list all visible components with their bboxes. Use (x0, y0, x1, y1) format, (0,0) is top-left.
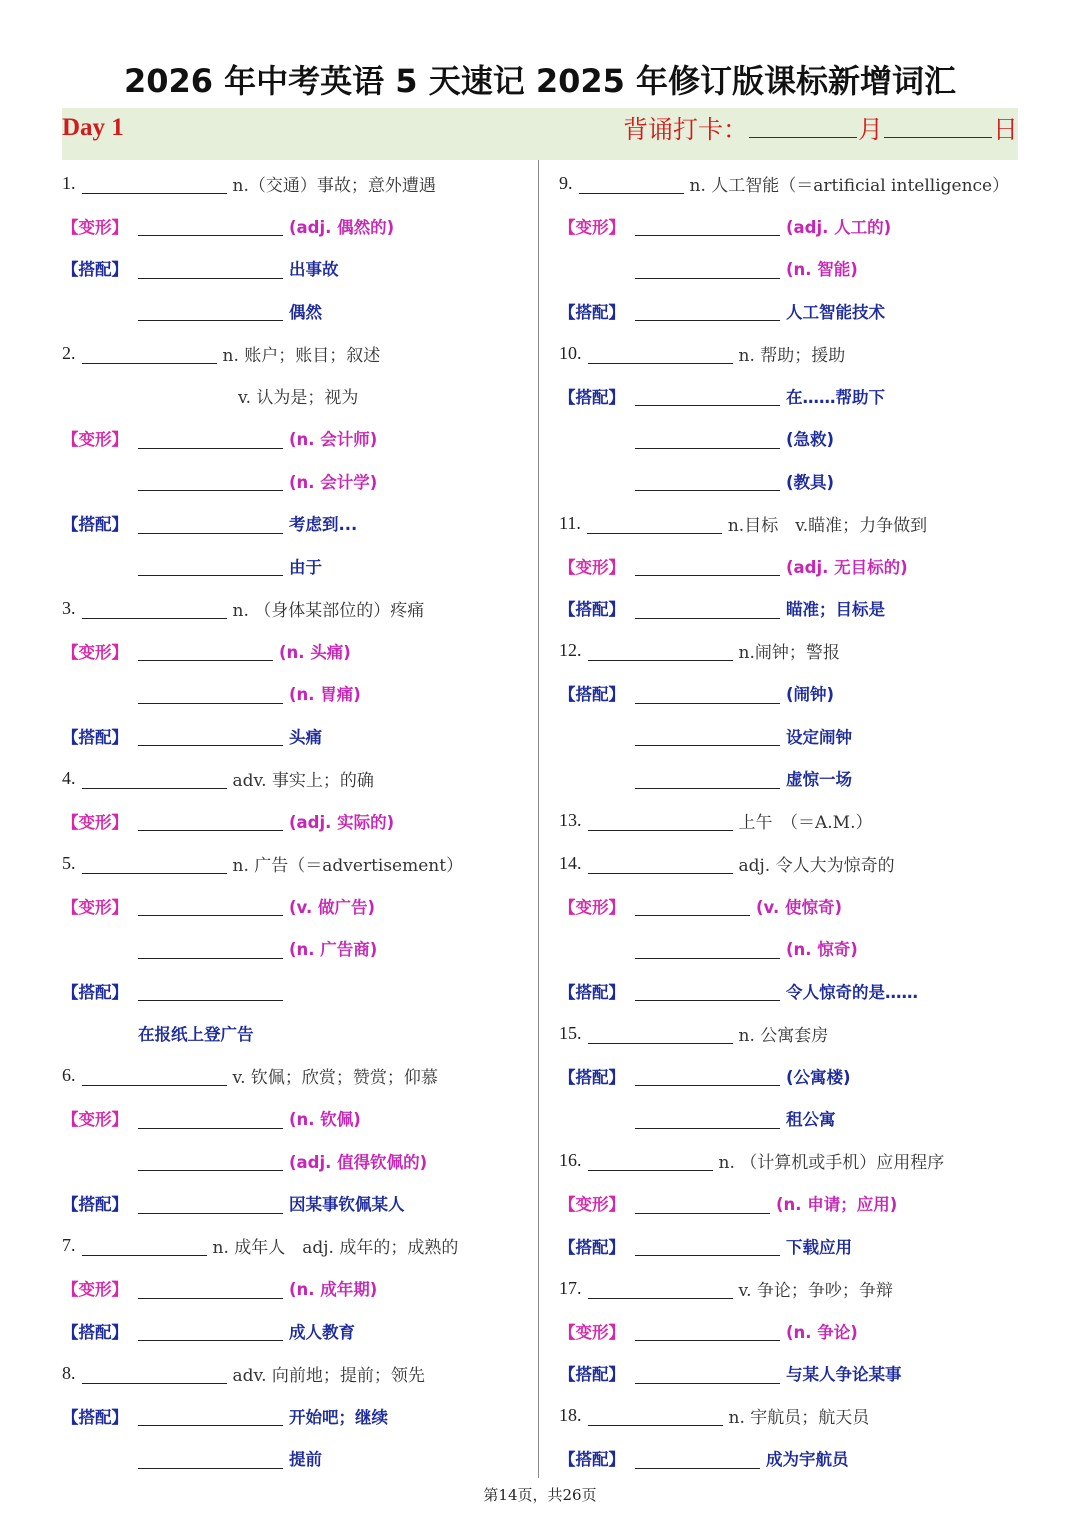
collocation-tag: 【搭配】 (559, 1365, 625, 1385)
collocation-tag: 【搭配】 (62, 260, 128, 280)
entry-detail-row (62, 460, 532, 503)
answer-blank[interactable] (635, 1363, 780, 1384)
entry-number: 18. (559, 1405, 582, 1426)
entry-detail-row (62, 375, 532, 418)
answer-blank[interactable] (635, 428, 780, 449)
word-entry-row (62, 332, 532, 375)
word-meaning: v. 认为是；视为 (238, 388, 359, 409)
answer-blank[interactable] (588, 343, 733, 364)
variant-answer: (n. 会计师) (289, 430, 378, 450)
answer-blank[interactable] (579, 173, 684, 194)
variant-tag: 【变形】 (62, 1110, 128, 1130)
entry-detail-row (559, 247, 1019, 290)
collocation-answer: 提前 (289, 1450, 322, 1470)
collocation-answer: 考虑到... (289, 515, 358, 535)
word-meaning: n. 帮助；援助 (738, 345, 846, 366)
entry-number: 3. (62, 597, 76, 618)
collocation-answer: 成为宇航员 (766, 1450, 849, 1470)
variant-answer: (adj. 无目标的) (786, 557, 908, 577)
entry-number: 6. (62, 1065, 76, 1086)
entry-detail-row (62, 1437, 532, 1480)
answer-blank[interactable] (138, 1320, 283, 1341)
answer-blank[interactable] (635, 768, 780, 789)
entry-detail-row (62, 247, 532, 290)
entry-detail-row (62, 1395, 532, 1438)
entry-detail-row (62, 1182, 532, 1225)
entry-number: 12. (559, 640, 582, 661)
variant-answer: (n. 惊奇) (786, 940, 858, 960)
answer-blank[interactable] (138, 938, 283, 959)
collocation-answer: 租公寓 (786, 1110, 836, 1130)
answer-blank[interactable] (138, 640, 273, 661)
checkin-label: 背诵打卡： (622, 115, 748, 144)
answer-blank[interactable] (635, 683, 780, 704)
right-column (559, 162, 1019, 1480)
collocation-tag: 【搭配】 (559, 1067, 625, 1087)
entry-detail-row (62, 800, 532, 843)
answer-blank[interactable] (82, 853, 227, 874)
word-entry-row (559, 842, 1019, 885)
collocation-answer: 头痛 (289, 727, 322, 747)
word-entry-row (62, 587, 532, 630)
collocation-tag: 【搭配】 (62, 1407, 128, 1427)
word-entry-row (559, 162, 1019, 205)
answer-blank[interactable] (635, 470, 780, 491)
entry-detail-row (62, 885, 532, 928)
entry-detail-row (62, 715, 532, 758)
variant-answer: (n. 争论) (786, 1322, 858, 1342)
variant-answer: (n. 智能) (786, 260, 858, 280)
entry-detail-row (559, 1055, 1019, 1098)
entry-detail-row (559, 885, 1019, 928)
entry-detail-row (559, 545, 1019, 588)
day-header-band (62, 108, 1018, 160)
variant-answer: (n. 申请；应用) (776, 1195, 898, 1215)
entry-detail-row (62, 672, 532, 715)
collocation-tag: 【搭配】 (559, 600, 625, 620)
collocation-tag: 【搭配】 (62, 727, 128, 747)
word-entry-row (62, 1352, 532, 1395)
answer-blank[interactable] (138, 1108, 283, 1129)
answer-blank[interactable] (588, 853, 733, 874)
entry-detail-row (559, 1352, 1019, 1395)
answer-blank[interactable] (138, 513, 283, 534)
collocation-answer: 由于 (289, 557, 322, 577)
collocation-answer: 因某事钦佩某人 (289, 1195, 405, 1215)
entry-detail-row (559, 970, 1019, 1013)
answer-blank[interactable] (138, 1405, 283, 1426)
entry-detail-row (559, 672, 1019, 715)
entry-number: 7. (62, 1235, 76, 1256)
answer-blank[interactable] (138, 470, 283, 491)
word-entry-row (62, 842, 532, 885)
variant-tag: 【变形】 (62, 430, 128, 450)
collocation-answer: 成人教育 (289, 1322, 355, 1342)
entry-detail-row (559, 1182, 1019, 1225)
word-meaning: v. 钦佩；欣赏；赞赏；仰慕 (232, 1068, 438, 1089)
collocation-tag: 【搭配】 (62, 515, 128, 535)
entry-number: 1. (62, 172, 76, 193)
page-footer: 第14页，共26页 (483, 1486, 597, 1504)
collocation-answer: 下载应用 (786, 1237, 852, 1257)
month-label: 月 (857, 115, 883, 144)
variant-tag: 【变形】 (62, 1280, 128, 1300)
variant-tag: 【变形】 (62, 217, 128, 237)
entry-number: 17. (559, 1277, 582, 1298)
variant-tag: 【变形】 (559, 557, 625, 577)
entry-detail-row (62, 205, 532, 248)
entry-detail-row (559, 587, 1019, 630)
word-meaning: n.（交通）事故；意外遭遇 (232, 175, 436, 196)
word-meaning: n.目标 v.瞄准；力争做到 (727, 515, 928, 536)
word-entry-row (559, 1395, 1019, 1438)
entry-detail-row (559, 375, 1019, 418)
entry-number: 15. (559, 1022, 582, 1043)
day-unit-label: 日 (992, 115, 1018, 144)
variant-answer: (n. 胃痛) (289, 685, 361, 705)
collocation-answer: (闹钟) (786, 685, 835, 705)
variant-answer: (n. 会计学) (289, 472, 378, 492)
answer-blank[interactable] (138, 215, 283, 236)
collocation-tag: 【搭配】 (559, 1450, 625, 1470)
entry-detail-row (559, 1225, 1019, 1268)
entry-detail-row (62, 1097, 532, 1140)
word-entry-row (559, 332, 1019, 375)
variant-tag: 【变形】 (62, 642, 128, 662)
day-blank[interactable] (884, 113, 992, 138)
variant-tag: 【变形】 (559, 897, 625, 917)
entry-detail-row (62, 927, 532, 970)
collocation-answer: 与某人争论某事 (786, 1365, 902, 1385)
answer-blank[interactable] (635, 725, 780, 746)
word-meaning: n. 广告（＝advertisement） (232, 855, 464, 876)
word-meaning: n.闹钟；警报 (738, 643, 840, 664)
answer-blank[interactable] (635, 555, 780, 576)
answer-blank[interactable] (138, 1278, 283, 1299)
answer-blank[interactable] (82, 1363, 227, 1384)
entry-detail-row (559, 757, 1019, 800)
answer-blank[interactable] (635, 215, 780, 236)
variant-tag: 【变形】 (559, 1322, 625, 1342)
word-meaning: n. 公寓套房 (738, 1025, 829, 1046)
collocation-tag: 【搭配】 (559, 302, 625, 322)
entry-number: 14. (559, 852, 582, 873)
answer-blank[interactable] (82, 598, 227, 619)
collocation-answer: 设定闹钟 (786, 727, 852, 747)
variant-tag: 【变形】 (559, 1195, 625, 1215)
answer-blank[interactable] (635, 1235, 780, 1256)
variant-tag: 【变形】 (62, 812, 128, 832)
collocation-answer: (教具) (786, 472, 835, 492)
answer-blank[interactable] (635, 1065, 780, 1086)
entry-detail-row (62, 290, 532, 333)
variant-answer: (adj. 人工的) (786, 217, 892, 237)
word-entry-row (62, 162, 532, 205)
answer-blank[interactable] (635, 938, 780, 959)
answer-blank[interactable] (82, 1065, 227, 1086)
entry-detail-row (559, 927, 1019, 970)
collocation-answer: 人工智能技术 (786, 302, 885, 322)
word-entry-row (559, 1267, 1019, 1310)
variant-answer: (n. 广告商) (289, 940, 378, 960)
collocation-answer: 在报纸上登广告 (138, 1025, 254, 1045)
answer-blank[interactable] (138, 1150, 283, 1171)
entry-detail-row (62, 970, 532, 1013)
collocation-tag: 【搭配】 (559, 387, 625, 407)
word-entry-row (62, 1055, 532, 1098)
collocation-tag: 【搭配】 (559, 982, 625, 1002)
entry-detail-row (559, 715, 1019, 758)
answer-blank[interactable] (635, 895, 750, 916)
entry-number: 4. (62, 767, 76, 788)
entry-detail-row (559, 460, 1019, 503)
variant-tag: 【变形】 (62, 897, 128, 917)
collocation-tag: 【搭配】 (62, 1322, 128, 1342)
word-meaning: adv. 向前地；提前；领先 (232, 1365, 425, 1386)
collocation-tag: 【搭配】 (62, 982, 128, 1002)
entry-detail-row (62, 417, 532, 460)
entry-detail-row (559, 1437, 1019, 1480)
variant-tag: 【变形】 (559, 217, 625, 237)
word-meaning: n. （计算机或手机）应用程序 (718, 1153, 945, 1174)
answer-blank[interactable] (138, 810, 283, 831)
page-title: 2026 年中考英语 5 天速记 2025 年修订版课标新增词汇 (123, 62, 957, 100)
column-divider (538, 160, 539, 1478)
collocation-answer: 虚惊一场 (786, 770, 852, 790)
entry-detail-row (62, 1310, 532, 1353)
month-blank[interactable] (749, 113, 857, 138)
answer-blank[interactable] (635, 1320, 780, 1341)
answer-blank[interactable] (138, 428, 283, 449)
answer-blank[interactable] (588, 1278, 733, 1299)
variant-answer: (adj. 值得钦佩的) (289, 1152, 428, 1172)
answer-blank[interactable] (82, 173, 227, 194)
variant-answer: (n. 成年期) (289, 1280, 378, 1300)
word-meaning: adj. 令人大为惊奇的 (738, 855, 895, 876)
entry-detail-row (62, 545, 532, 588)
word-entry-row (62, 1225, 532, 1268)
word-entry-row (559, 1140, 1019, 1183)
collocation-answer: (公寓楼) (786, 1067, 851, 1087)
entry-number: 5. (62, 852, 76, 873)
answer-blank[interactable] (588, 810, 733, 831)
day-label: Day 1 (62, 114, 124, 141)
entry-detail-row (62, 1012, 532, 1055)
answer-blank[interactable] (635, 598, 780, 619)
entry-detail-row (62, 1140, 532, 1183)
answer-blank[interactable] (138, 895, 283, 916)
answer-blank[interactable] (635, 258, 780, 279)
collocation-tag: 【搭配】 (559, 685, 625, 705)
entry-number: 13. (559, 810, 582, 831)
answer-blank[interactable] (635, 1448, 760, 1469)
word-meaning: 上午 （＝A.M.） (738, 813, 873, 834)
word-entry-row (62, 757, 532, 800)
entry-number: 16. (559, 1150, 582, 1171)
answer-blank[interactable] (588, 640, 733, 661)
variant-answer: (n. 钦佩) (289, 1110, 361, 1130)
word-meaning: n. 账户；账目；叙述 (222, 345, 381, 366)
word-meaning: adv. 事实上；的确 (232, 770, 374, 791)
entry-number: 11. (559, 512, 581, 533)
collocation-answer: 瞄准；目标是 (786, 600, 885, 620)
word-meaning: n. 人工智能（＝artificial intelligence） (689, 175, 1010, 196)
entry-number: 10. (559, 342, 582, 363)
variant-answer: (v. 使惊奇) (756, 897, 843, 917)
entry-detail-row (62, 630, 532, 673)
answer-blank[interactable] (82, 343, 217, 364)
word-meaning: v. 争论；争吵；争辩 (738, 1280, 893, 1301)
collocation-answer: 偶然 (289, 302, 322, 322)
word-entry-row (559, 502, 1019, 545)
answer-blank[interactable] (635, 1108, 780, 1129)
entry-detail-row (559, 205, 1019, 248)
collocation-tag: 【搭配】 (62, 1195, 128, 1215)
word-meaning: n. （身体某部位的）疼痛 (232, 600, 425, 621)
collocation-answer: (急救) (786, 430, 835, 450)
answer-blank[interactable] (138, 1448, 283, 1469)
collocation-tag: 【搭配】 (559, 1237, 625, 1257)
word-entry-row (559, 800, 1019, 843)
answer-blank[interactable] (82, 1235, 207, 1256)
collocation-answer: 令人惊奇的是…… (786, 982, 918, 1002)
answer-blank[interactable] (635, 1193, 770, 1214)
variant-answer: (adj. 实际的) (289, 812, 395, 832)
collocation-answer: 在……帮助下 (786, 387, 885, 407)
variant-answer: (adj. 偶然的) (289, 217, 395, 237)
variant-answer: (n. 头痛) (279, 642, 351, 662)
entry-detail-row (559, 1097, 1019, 1140)
entry-detail-row (559, 290, 1019, 333)
answer-blank[interactable] (588, 1150, 713, 1171)
entry-detail-row (62, 1267, 532, 1310)
checkin-line (623, 110, 1018, 146)
variant-answer: (v. 做广告) (289, 897, 376, 917)
answer-blank[interactable] (138, 980, 283, 1001)
answer-blank[interactable] (587, 513, 722, 534)
answer-blank[interactable] (138, 555, 283, 576)
entry-number: 9. (559, 172, 573, 193)
answer-blank[interactable] (138, 258, 283, 279)
answer-blank[interactable] (635, 385, 780, 406)
answer-blank[interactable] (588, 1405, 723, 1426)
answer-blank[interactable] (138, 300, 283, 321)
answer-blank[interactable] (635, 980, 780, 1001)
answer-blank[interactable] (82, 768, 227, 789)
entry-detail-row (559, 417, 1019, 460)
answer-blank[interactable] (138, 683, 283, 704)
word-entry-row (559, 630, 1019, 673)
word-meaning: n. 成年人 adj. 成年的；成熟的 (212, 1238, 459, 1259)
word-entry-row (559, 1012, 1019, 1055)
entry-detail-row (62, 502, 532, 545)
answer-blank[interactable] (635, 300, 780, 321)
entry-detail-row (559, 1310, 1019, 1353)
answer-blank[interactable] (588, 1023, 733, 1044)
entry-number: 8. (62, 1362, 76, 1383)
entry-number: 2. (62, 342, 76, 363)
collocation-answer: 出事故 (289, 260, 339, 280)
left-column (62, 162, 532, 1480)
word-meaning: n. 宇航员；航天员 (728, 1408, 870, 1429)
collocation-answer: 开始吧；继续 (289, 1407, 388, 1427)
answer-blank[interactable] (138, 725, 283, 746)
answer-blank[interactable] (138, 1193, 283, 1214)
